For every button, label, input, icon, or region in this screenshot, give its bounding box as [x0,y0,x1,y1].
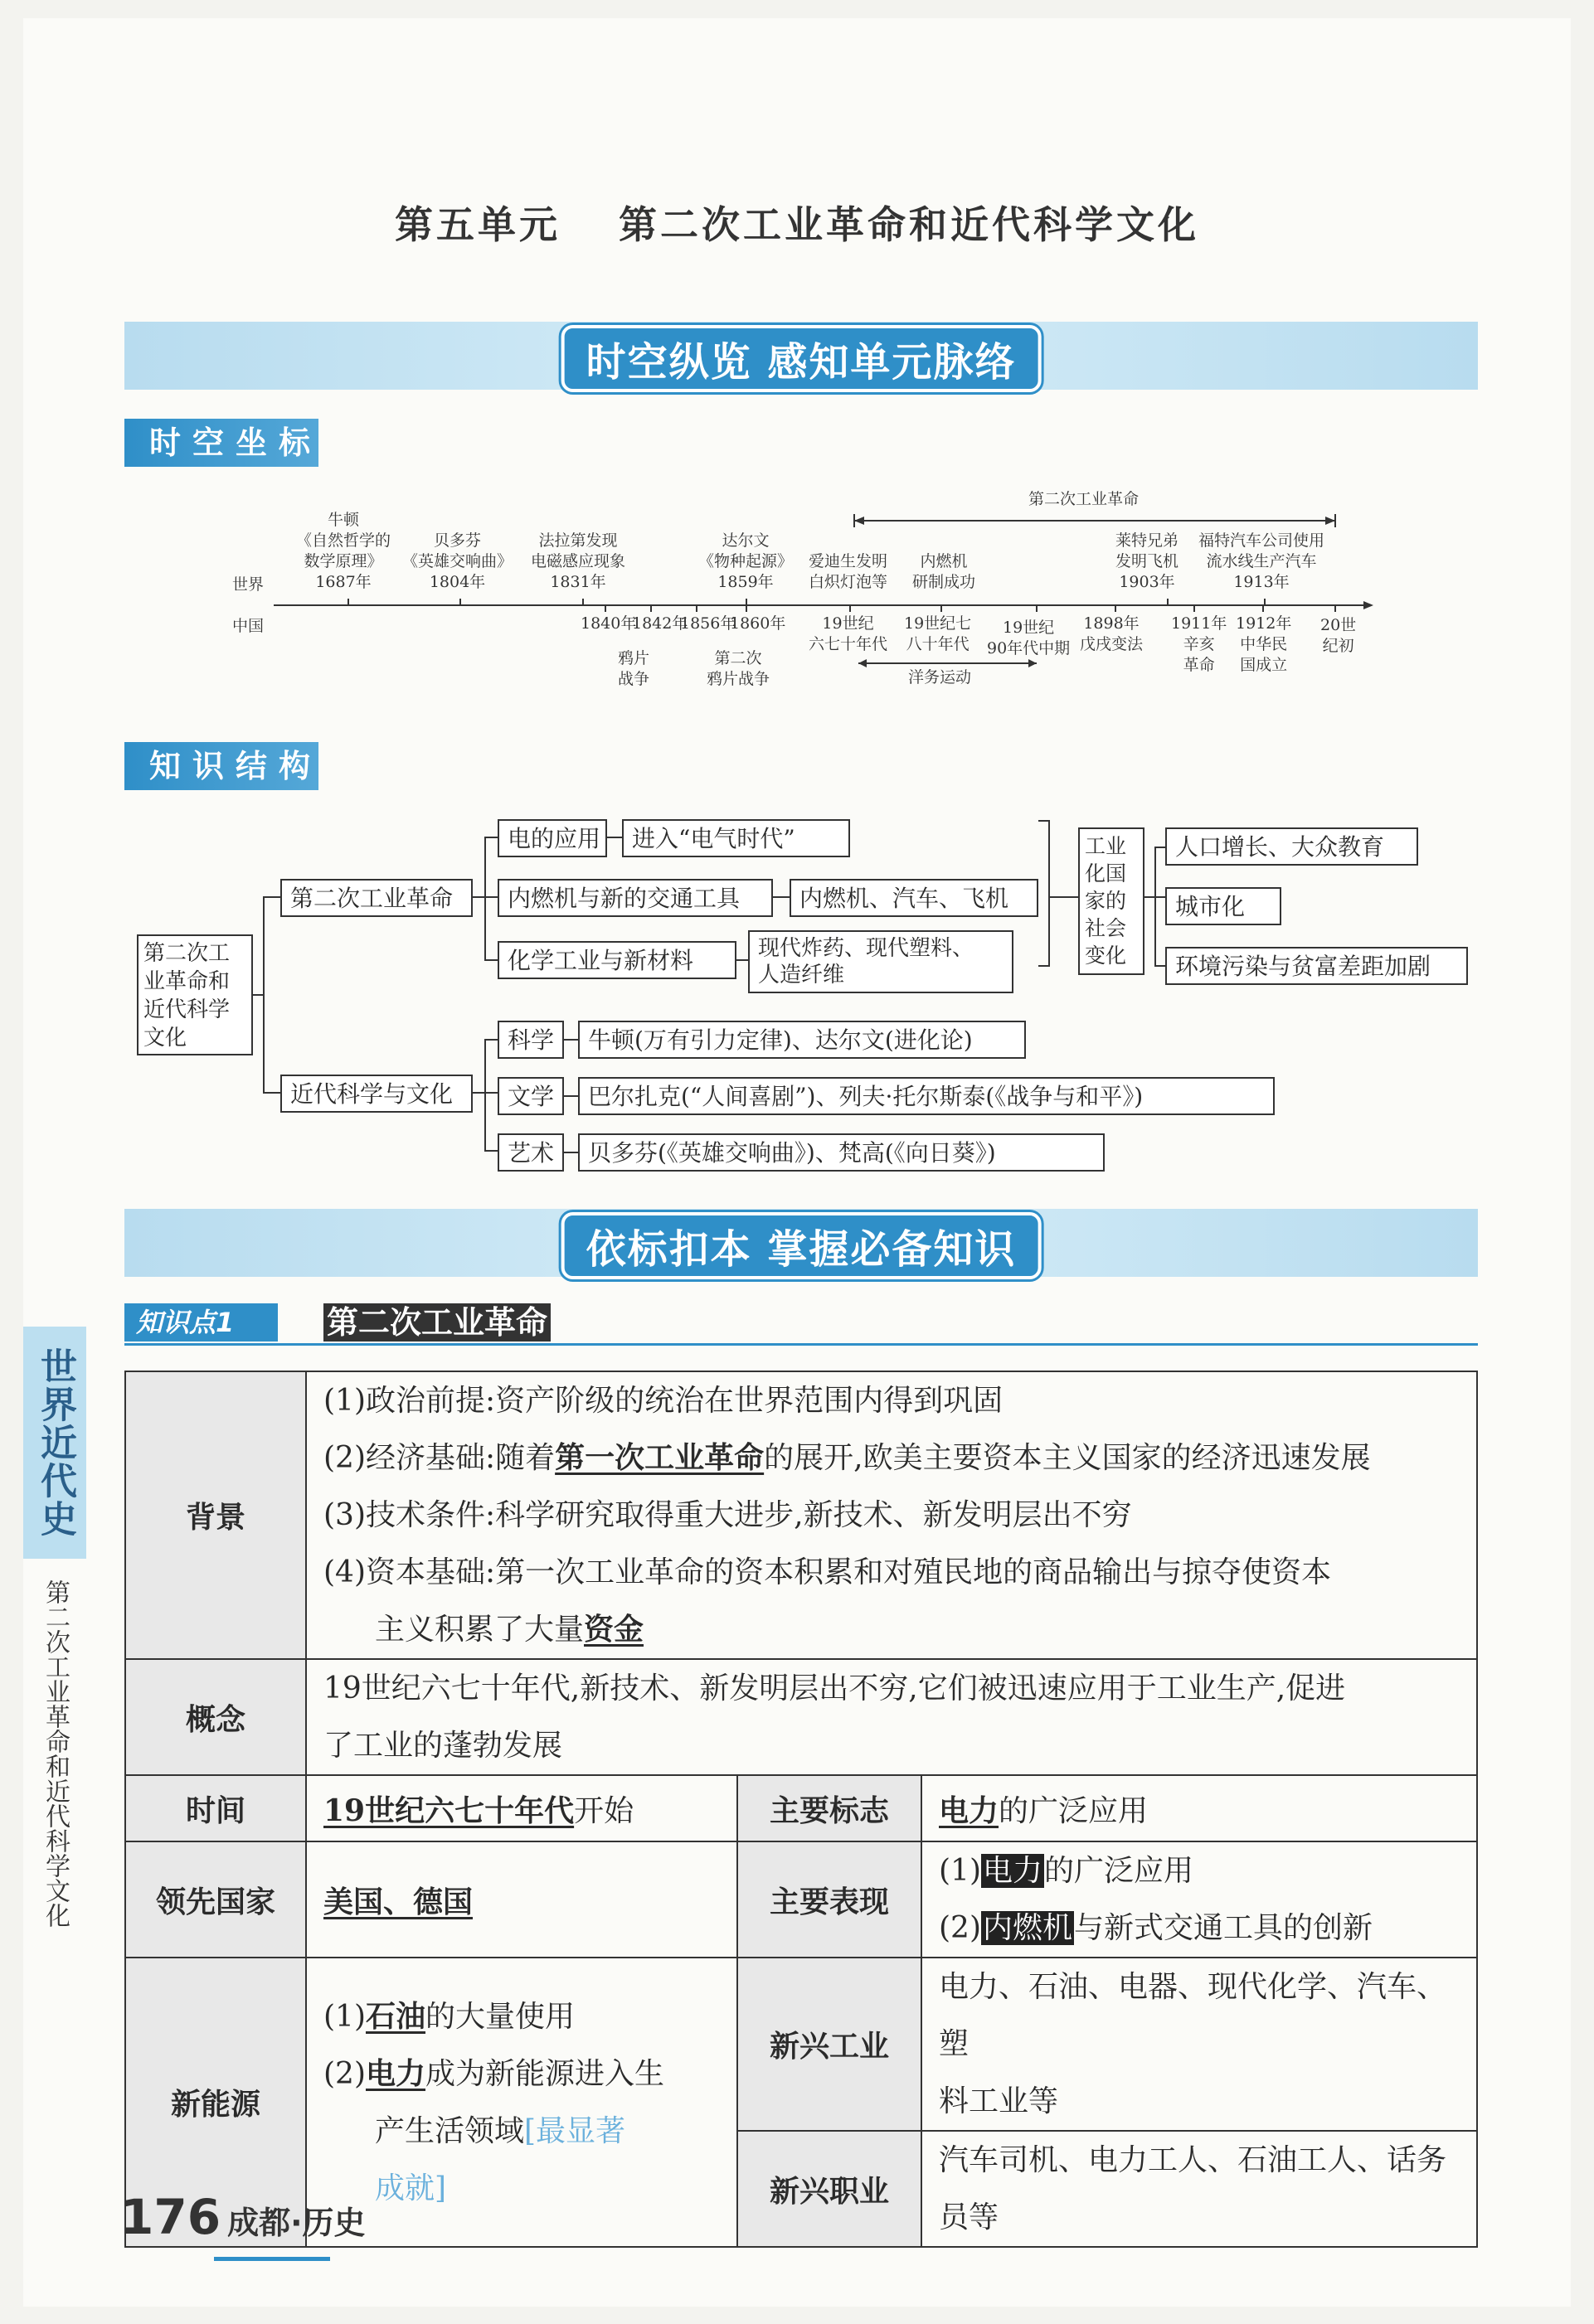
banner-label: 时空纵览 感知单元脉络 [561,325,1042,392]
event-engine: 内燃机 研制成功 [912,552,976,591]
table-row [125,1841,1477,1958]
banner-label: 依标扣本 掌握必备知识 [561,1212,1042,1279]
event-wright: 莱特兄弟 发明飞机 1903年 [1115,531,1179,591]
knowledge-table [124,1371,1478,2248]
axis-20c: 20世 纪初 [1320,616,1357,655]
table-row [125,1371,1477,1659]
event-edison: 爱迪生发明 白炽灯泡等 [809,552,888,591]
tag-timeline: 时空坐标 [124,419,373,467]
sign-cell: 电力的广泛应用 [921,1775,1477,1841]
event-opium-war: 鸦片 战争 [618,649,650,688]
axis-1898: 1898年 戊戌变法 [1080,614,1144,653]
knowledge-point-tag: 知识点1 [124,1303,278,1342]
era-label: 第二次工业革命 [1028,490,1140,508]
root-node: 第二次工 业革命和 近代科学 文化 [137,934,253,1055]
axis-1860: 1860年 [730,614,786,633]
event-westernization: 洋务运动 [908,668,972,687]
node-population: 人口增长、大众教育 [1165,827,1418,866]
axis-1842: 1842年 [632,614,688,633]
row-label-china: 中国 [232,617,265,635]
knowledge-point-title: 第二次工业革命 [323,1303,551,1342]
unit-title: 第二次工业革命和近代科学文化 [619,202,1199,247]
table-row [125,1958,1477,2131]
row-head-energy: 新能源 [125,1958,306,2247]
row-head-sign: 主要标志 [737,1775,921,1841]
row-head-industry: 新兴工业 [737,1958,921,2131]
node-science-detail: 牛顿(万有引力定律)、达尔文(进化论) [578,1021,1026,1059]
row-head-time: 时间 [125,1775,306,1841]
performance-cell: (1)电力的广泛应用 (2)内燃机与新式交通工具的创新 [921,1841,1477,1958]
time-cell: 19世纪六七十年代开始 [306,1775,737,1841]
branch-science-culture: 近代科学与文化 [280,1075,473,1113]
node-urbanization: 城市化 [1165,887,1281,925]
footer-underline [214,2257,330,2261]
axis-19c-90: 19世纪 90年代中期 [987,619,1071,657]
table-row [125,1775,1477,1841]
branch-industrial-revolution: 第二次工业革命 [280,879,473,917]
row-head-concept: 概念 [125,1659,306,1775]
axis-19c-6070: 19世纪 六七十年代 [809,614,888,653]
tag-structure: 知识结构 [124,742,373,790]
node-literature: 文学 [498,1077,564,1115]
row-label-world: 世界 [232,575,265,594]
event-second-opium-war: 第二次 鸦片战争 [707,649,770,688]
page-number: 176 [120,2189,221,2245]
node-literature-detail: 巴尔扎克(“人间喜剧”)、列夫·托尔斯泰(《战争与和平》) [578,1077,1275,1115]
node-pollution: 环境污染与贫富差距加剧 [1165,947,1468,985]
table-row [125,1659,1477,1775]
row-head-performance: 主要表现 [737,1841,921,1958]
row-head-jobs: 新兴职业 [737,2131,921,2247]
event-ford: 福特汽车公司使用 流水线生产汽车 1913年 [1198,531,1325,591]
axis-1856: 1856年 [680,614,736,633]
node-art: 艺术 [498,1133,564,1172]
event-darwin: 达尔文 《物种起源》 1859年 [698,531,794,591]
axis-1840: 1840年 [581,614,637,633]
row-head-background: 背景 [125,1371,306,1659]
concept-cell: 19世纪六七十年代,新技术、新发明层出不穷,它们被迅速应用于工业生产,促进 了工业的蓬勃发展 [306,1659,1477,1775]
event-beethoven: 贝多芬 《英雄交响曲》 1804年 [402,531,513,591]
node-social-change: 工业 化国 家的 社会 变化 [1078,827,1144,975]
background-cell: (1)政治前提:资产阶级的统治在世界范围内得到巩固 (2)经济基础:随着第一次工业革命的展开,欧美主要资本主义国家的经济迅速发展 (3)技术条件:科学研究取得重大进步,新技术、新发明层出不穷 (4)资本基础:第一次工业革命的资本积累和对殖民地的商品输出与掠夺使资本 主义积累了大量资金 [306,1371,1477,1659]
node-engine-transport: 内燃机与新的交通工具 [498,879,773,917]
node-chemical: 化学工业与新材料 [498,941,736,979]
unit-label: 第五单元 [395,202,561,247]
node-electric-age: 进入“电气时代” [622,819,850,857]
side-chapter-title: 第二次工业革命和近代科学文化 [41,1579,70,1928]
divider [124,1343,1478,1346]
row-head-leading: 领先国家 [125,1841,306,1958]
energy-cell: (1)石油的大量使用 (2)电力成为新能源进入生 产生活领域[最显著 成就] [306,1958,737,2247]
node-engine-car-plane: 内燃机、汽车、飞机 [790,879,1038,917]
node-electricity: 电的应用 [498,819,607,857]
axis-1912: 1912年 中华民 国成立 [1236,614,1292,674]
axis-19c-7080: 19世纪七 八十年代 [904,614,972,653]
node-art-detail: 贝多芬(《英雄交响曲》)、梵高(《向日葵》) [578,1133,1105,1172]
axis-1911: 1911年 辛亥 革命 [1171,614,1227,674]
node-new-materials: 现代炸药、现代塑料、 人造纤维 [748,930,1013,993]
footer [120,2189,366,2245]
section-banner-knowledge [124,1209,1478,1277]
industry-cell: 电力、石油、电器、现代化学、汽车、塑 料工业等 [921,1958,1477,2131]
book-title: 成都·历史 [227,2205,366,2241]
leading-cell: 美国、德国 [306,1841,737,1958]
node-science: 科学 [498,1021,564,1059]
event-newton: 牛顿 《自然哲学的 数学原理》 1687年 [296,511,391,591]
side-tab-world-modern-history: 世界近代史 [23,1327,86,1559]
event-faraday: 法拉第发现 电磁感应现象 1831年 [531,531,626,591]
jobs-cell: 汽车司机、电力工人、石油工人、话务 员等 [921,2131,1477,2247]
